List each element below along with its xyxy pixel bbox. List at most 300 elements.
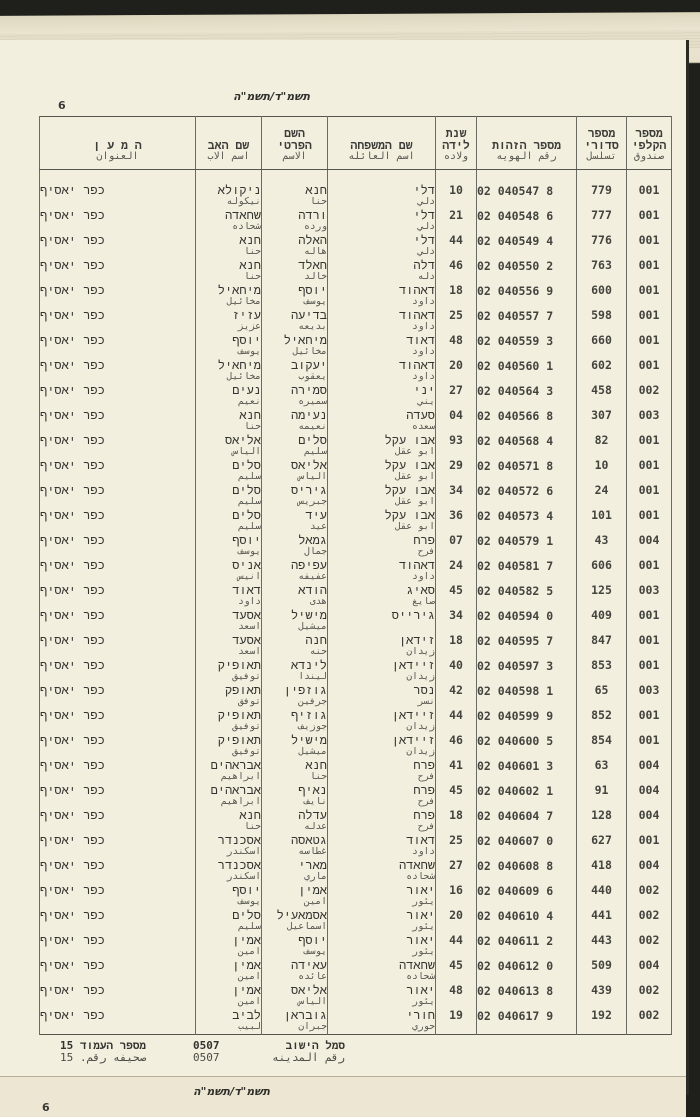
cell-serial: 600 [577, 284, 627, 309]
cell-first-name [262, 259, 328, 284]
cell-father-name-arabic: اسعد [238, 621, 261, 632]
cell-father-name-hebrew: אסעד [232, 608, 261, 622]
cell-serial: 509 [577, 959, 627, 984]
table-row [40, 1009, 672, 1034]
cell-family-name [328, 634, 436, 659]
cell-first-name [262, 684, 328, 709]
cell-box: 004 [627, 534, 672, 559]
next-page-edge [0, 1076, 686, 1117]
cell-first-name [262, 459, 328, 484]
cell-father-name [196, 509, 262, 534]
cell-father-name-hebrew: אסכנדר [217, 833, 261, 847]
cell-father-name-hebrew: נעים [232, 383, 261, 397]
cell-family-name [328, 359, 436, 384]
cell-address-text: כפר יאסיף [40, 683, 105, 697]
table-row [40, 234, 672, 259]
cell-address [40, 384, 196, 409]
cell-first-name-hebrew: האלה [298, 233, 327, 247]
cell-birth-year: 19 [436, 1009, 477, 1034]
cell-family-name-hebrew: יאור [406, 983, 435, 997]
cell-address [40, 709, 196, 734]
footer-page-label-ar: صحيفه رقم. [80, 1051, 147, 1064]
cell-father-name-arabic: امين [238, 946, 261, 957]
cell-first-name-arabic: نعيمه [298, 421, 327, 432]
table-row [40, 609, 672, 634]
cell-father-name-arabic: مخائيل [226, 296, 261, 307]
cell-address-text: כפר יאסיף [40, 633, 105, 647]
cell-address [40, 409, 196, 434]
cell-family-name [328, 859, 436, 884]
cell-first-name [262, 509, 328, 534]
cell-first-name-arabic: غطاسه [298, 846, 327, 857]
cell-family-name [328, 709, 436, 734]
cell-id-number: 02 040602 1 [477, 784, 577, 809]
cell-birth-year: 20 [436, 909, 477, 934]
cell-serial: 63 [577, 759, 627, 784]
cell-address-text: כפר יאסיף [40, 233, 105, 247]
footer-page-label: מספר העמוד [80, 1039, 147, 1052]
footer-row-arabic [60, 1051, 480, 1065]
cell-birth-year: 10 [436, 184, 477, 209]
cell-first-name [262, 859, 328, 884]
footer-locality-code-ar: 0507 [193, 1051, 220, 1064]
cell-father-name-arabic: حنا [243, 421, 261, 432]
cell-id-number: 02 040612 0 [477, 959, 577, 984]
cell-birth-year: 46 [436, 734, 477, 759]
table-row [40, 309, 672, 334]
cell-family-name-arabic: فرح [417, 546, 435, 557]
cell-first-name-arabic: سليم [304, 446, 327, 457]
cell-father-name-arabic: توفيق [232, 671, 261, 682]
cell-father-name-hebrew: תאופק [224, 683, 261, 697]
cell-father-name [196, 559, 262, 584]
cell-family-name-arabic: دلي [417, 196, 435, 207]
cell-family-name [328, 509, 436, 534]
cell-family-name [328, 834, 436, 859]
cell-first-name [262, 984, 328, 1009]
footer-page-value: 15 [60, 1039, 74, 1052]
cell-father-name [196, 934, 262, 959]
cell-address-text: כפר יאסיף [40, 758, 105, 772]
cell-family-name-hebrew: אבו עקל [384, 483, 435, 497]
cell-first-name-arabic: جرفين [298, 696, 327, 707]
cell-birth-year: 34 [436, 609, 477, 634]
cell-serial: 779 [577, 184, 627, 209]
cell-id-number: 02 040598 1 [477, 684, 577, 709]
cell-address [40, 1009, 196, 1034]
cell-first-name-hebrew: יעקוב [290, 358, 327, 372]
cell-serial: 409 [577, 609, 627, 634]
cell-family-name-arabic: يئور [412, 896, 435, 907]
cell-address [40, 209, 196, 234]
cell-family-name-arabic: نسر [417, 696, 435, 707]
cell-father-name-hebrew: חנא [239, 233, 261, 247]
cell-first-name [262, 1009, 328, 1034]
cell-family-name-arabic: داود [412, 296, 435, 307]
cell-serial: 65 [577, 684, 627, 709]
cell-address [40, 834, 196, 859]
cell-first-name-hebrew: אמין [298, 883, 327, 897]
cell-id-number: 02 040547 8 [477, 184, 577, 209]
cell-address [40, 534, 196, 559]
table-row [40, 284, 672, 309]
cell-first-name-hebrew: חנא [305, 758, 327, 772]
cell-father-name-hebrew: תאופיק [217, 708, 261, 722]
cell-box: 001 [627, 709, 672, 734]
table-row [40, 359, 672, 384]
cell-first-name [262, 334, 328, 359]
cell-first-name [262, 634, 328, 659]
cell-family-name-hebrew: פרח [413, 783, 435, 797]
cell-father-name-hebrew: מיחאיל [217, 358, 261, 372]
cell-family-name [328, 1009, 436, 1034]
cell-family-name-arabic: دلي [417, 221, 435, 232]
cell-father-name [196, 434, 262, 459]
cell-father-name-arabic: انيس [238, 571, 261, 582]
cell-family-name-arabic: يئور [412, 921, 435, 932]
cell-address-text: כפר יאסיף [40, 308, 105, 322]
cell-address-text: כפר יאסיף [40, 658, 105, 672]
cell-id-number: 02 040608 8 [477, 859, 577, 884]
cell-first-name-arabic: نايف [304, 796, 327, 807]
cell-family-name-arabic: ابو عقل [394, 471, 435, 482]
cell-birth-year: 48 [436, 984, 477, 1009]
cell-family-name [328, 584, 436, 609]
cell-first-name-hebrew: בדיעה [290, 308, 327, 322]
cell-first-name-arabic: بديعه [298, 321, 327, 332]
cell-father-name [196, 234, 262, 259]
cell-family-name-hebrew: דאהוד [398, 558, 435, 572]
cell-family-name-arabic: شحاده [406, 871, 435, 882]
cell-first-name [262, 809, 328, 834]
cell-family-name-hebrew: פרח [413, 758, 435, 772]
cell-serial: 776 [577, 234, 627, 259]
cell-first-name [262, 234, 328, 259]
cell-address [40, 759, 196, 784]
cell-address [40, 734, 196, 759]
page-footer [60, 1039, 480, 1071]
running-head: תשמ"ד/תשמ"ה [233, 90, 310, 103]
cell-family-name-arabic: داود [412, 571, 435, 582]
cell-father-name-hebrew: אניס [232, 558, 261, 572]
cell-first-name [262, 209, 328, 234]
cell-birth-year: 29 [436, 459, 477, 484]
col-header-serial: מספר סדורי تسلسل [577, 117, 627, 170]
table-tail-row [40, 1034, 672, 1035]
cell-father-name-arabic: لبيب [238, 1021, 261, 1032]
table-row [40, 834, 672, 859]
cell-father-name-arabic: حنا [243, 271, 261, 282]
cell-box: 003 [627, 584, 672, 609]
cell-box: 001 [627, 359, 672, 384]
cell-address-text: כפר יאסיף [40, 733, 105, 747]
cell-family-name-arabic: سعده [412, 421, 435, 432]
table-row [40, 459, 672, 484]
cell-box: 003 [627, 684, 672, 709]
table-body [40, 170, 672, 1035]
cell-first-name-arabic: حنا [309, 196, 327, 207]
cell-address-text: כפר יאסיף [40, 583, 105, 597]
cell-address-text: כפר יאסיף [40, 883, 105, 897]
cell-father-name [196, 359, 262, 384]
cell-first-name-arabic: يوسف [304, 946, 327, 957]
cell-birth-year: 44 [436, 234, 477, 259]
table-row [40, 334, 672, 359]
cell-serial: 418 [577, 859, 627, 884]
cell-father-name [196, 409, 262, 434]
cell-family-name-arabic: زيدان [406, 671, 435, 682]
cell-first-name-hebrew: יוסף [298, 283, 327, 297]
cell-father-name [196, 859, 262, 884]
cell-address [40, 484, 196, 509]
table-row [40, 409, 672, 434]
cell-first-name-arabic: يوسف [304, 296, 327, 307]
cell-id-number: 02 040582 5 [477, 584, 577, 609]
cell-serial: 128 [577, 809, 627, 834]
cell-family-name [328, 934, 436, 959]
cell-family-name-hebrew: זיידאן [391, 733, 435, 747]
cell-first-name-hebrew: חנה [305, 633, 327, 647]
cell-first-name-arabic: ميشيل [298, 621, 327, 632]
footer-locality-code: 0507 [193, 1039, 220, 1052]
cell-address-text: כפר יאסיף [40, 358, 105, 372]
cell-id-number: 02 040617 9 [477, 1009, 577, 1034]
cell-family-name-hebrew: זידאן [398, 633, 435, 647]
cell-address-text: כפר יאסיף [40, 458, 105, 472]
cell-father-name-hebrew: אמין [232, 958, 261, 972]
cell-father-name-arabic: حنا [243, 821, 261, 832]
cell-first-name-hebrew: סלים [298, 433, 327, 447]
cell-first-name-arabic: هاله [304, 246, 327, 257]
cell-address [40, 784, 196, 809]
table-row [40, 659, 672, 684]
cell-family-name-arabic: دله [417, 271, 435, 282]
cell-family-name [328, 959, 436, 984]
cell-serial: 853 [577, 659, 627, 684]
cell-serial: 82 [577, 434, 627, 459]
cell-father-name-hebrew: תאופיק [217, 658, 261, 672]
cell-first-name-arabic: عيد [309, 521, 327, 532]
cell-address [40, 284, 196, 309]
cell-father-name-arabic: حنا [243, 246, 261, 257]
cell-serial: 777 [577, 209, 627, 234]
cell-address-text: כפר יאסיף [40, 258, 105, 272]
cell-family-name-hebrew: דאוד [406, 833, 435, 847]
cell-first-name-hebrew: מישיל [290, 608, 327, 622]
table-row [40, 259, 672, 284]
cell-birth-year: 25 [436, 834, 477, 859]
cell-father-name [196, 609, 262, 634]
cell-box: 002 [627, 1009, 672, 1034]
cell-first-name-arabic: سميره [298, 396, 327, 407]
cell-first-name-hebrew: יוסף [298, 933, 327, 947]
cell-father-name-hebrew: עזיז [232, 308, 261, 322]
cell-address [40, 809, 196, 834]
cell-id-number: 02 040613 8 [477, 984, 577, 1009]
cell-serial: 854 [577, 734, 627, 759]
table-row [40, 634, 672, 659]
cell-first-name-arabic: ورده [304, 221, 327, 232]
cell-birth-year: 44 [436, 934, 477, 959]
cell-family-name [328, 984, 436, 1009]
next-page-running-head: תשמ"ד/תשמ"ה [193, 1085, 270, 1098]
cell-first-name-hebrew: גיריס [290, 483, 327, 497]
cell-birth-year: 44 [436, 709, 477, 734]
cell-family-name-arabic: يني [417, 396, 435, 407]
cell-id-number: 02 040611 2 [477, 934, 577, 959]
cell-family-name [328, 209, 436, 234]
cell-family-name-hebrew: דאהוד [398, 358, 435, 372]
cell-address [40, 634, 196, 659]
cell-id-number: 02 040600 5 [477, 734, 577, 759]
cell-first-name [262, 484, 328, 509]
cell-serial: 852 [577, 709, 627, 734]
cell-address [40, 334, 196, 359]
cell-family-name-arabic: حوري [412, 1021, 435, 1032]
cell-family-name [328, 459, 436, 484]
cell-first-name-arabic: الياس [298, 996, 327, 1007]
table-row [40, 184, 672, 209]
table-row [40, 709, 672, 734]
cell-id-number: 02 040607 0 [477, 834, 577, 859]
col-header-box: מספר הקלפי صندوق [627, 117, 672, 170]
col-header-father-name: שם האב اسم الاب [196, 117, 262, 170]
cell-father-name [196, 809, 262, 834]
cell-father-name [196, 634, 262, 659]
cell-first-name-arabic: جوزيف [298, 721, 327, 732]
cell-address-text: כפר יאסיף [40, 508, 105, 522]
cell-father-name-hebrew: לביב [232, 1008, 261, 1022]
cell-family-name-hebrew: דלה [413, 258, 435, 272]
cell-family-name-arabic: شحاده [406, 971, 435, 982]
cell-birth-year: 45 [436, 959, 477, 984]
cell-father-name-hebrew: אבראהים [210, 783, 261, 797]
cell-first-name [262, 709, 328, 734]
cell-father-name [196, 834, 262, 859]
table-row [40, 909, 672, 934]
cell-first-name [262, 409, 328, 434]
cell-id-number: 02 040573 4 [477, 509, 577, 534]
cell-address [40, 859, 196, 884]
cell-father-name [196, 884, 262, 909]
table-row [40, 509, 672, 534]
cell-birth-year: 46 [436, 259, 477, 284]
cell-address [40, 959, 196, 984]
cell-box: 002 [627, 984, 672, 1009]
cell-family-name-arabic: صايغ [412, 596, 435, 607]
cell-id-number: 02 040549 4 [477, 234, 577, 259]
cell-box: 001 [627, 334, 672, 359]
cell-family-name [328, 884, 436, 909]
col-header-first-name: השם הפרטי الاسم [262, 117, 328, 170]
col-header-id-number: מספר הזהות رقم الهويه [477, 117, 577, 170]
cell-family-name-arabic: زيدان [406, 646, 435, 657]
cell-birth-year: 34 [436, 484, 477, 509]
cell-serial: 602 [577, 359, 627, 384]
cell-father-name-hebrew: חנא [239, 408, 261, 422]
cell-family-name [328, 309, 436, 334]
cell-family-name [328, 234, 436, 259]
cell-address-text: כפר יאסיף [40, 858, 105, 872]
cell-family-name [328, 684, 436, 709]
cell-first-name-hebrew: מארי [298, 858, 327, 872]
table-row [40, 784, 672, 809]
cell-father-name [196, 384, 262, 409]
cell-serial: 10 [577, 459, 627, 484]
cell-father-name [196, 484, 262, 509]
cell-first-name [262, 559, 328, 584]
cell-father-name-arabic: يوسف [238, 546, 261, 557]
cell-first-name-hebrew: נאיף [298, 783, 327, 797]
cell-father-name [196, 909, 262, 934]
cell-family-name-hebrew: זיידאן [391, 658, 435, 672]
cell-first-name-arabic: ماري [304, 871, 327, 882]
cell-family-name-hebrew: אבו עקל [384, 508, 435, 522]
cell-serial: 627 [577, 834, 627, 859]
cell-father-name-hebrew: אמין [232, 933, 261, 947]
cell-father-name-arabic: اسكندر [226, 871, 261, 882]
cell-father-name-arabic: نيكوله [226, 196, 261, 207]
cell-father-name [196, 959, 262, 984]
cell-family-name-hebrew: יאור [406, 908, 435, 922]
cell-birth-year: 18 [436, 284, 477, 309]
cell-id-number: 02 040572 6 [477, 484, 577, 509]
cell-first-name [262, 909, 328, 934]
cell-father-name-arabic: نعيم [238, 396, 261, 407]
cell-serial: 847 [577, 634, 627, 659]
cell-father-name-hebrew: חנא [239, 808, 261, 822]
cell-father-name-arabic: ابراهيم [220, 796, 261, 807]
cell-father-name [196, 284, 262, 309]
cell-father-name-arabic: داود [238, 596, 261, 607]
cell-first-name-hebrew: לינדא [290, 658, 327, 672]
cell-first-name [262, 734, 328, 759]
cell-birth-year: 20 [436, 359, 477, 384]
cell-family-name-hebrew: סאיג [406, 583, 435, 597]
cell-first-name-hebrew: גוזפין [283, 683, 327, 697]
cell-id-number: 02 040610 4 [477, 909, 577, 934]
cell-first-name-arabic: الياس [298, 471, 327, 482]
cell-family-name-hebrew: יאור [406, 883, 435, 897]
cell-first-name-arabic: حنه [309, 646, 327, 657]
cell-family-name-arabic: ابو عقل [394, 521, 435, 532]
cell-address [40, 559, 196, 584]
cell-father-name-arabic: اسعد [238, 646, 261, 657]
cell-serial: 125 [577, 584, 627, 609]
table-row [40, 434, 672, 459]
cell-first-name-hebrew: הודא [298, 583, 327, 597]
cell-id-number: 02 040594 0 [477, 609, 577, 634]
cell-family-name [328, 409, 436, 434]
cell-box: 002 [627, 934, 672, 959]
cell-family-name [328, 609, 436, 634]
cell-family-name-arabic: ابو عقل [394, 446, 435, 457]
cell-id-number: 02 040568 4 [477, 434, 577, 459]
cell-first-name [262, 609, 328, 634]
cell-first-name [262, 309, 328, 334]
cell-first-name-hebrew: אליאס [290, 458, 327, 472]
cell-family-name [328, 334, 436, 359]
cell-address-text: כפר יאסיף [40, 208, 105, 222]
cell-address-text: כפר יאסיף [40, 383, 105, 397]
cell-father-name [196, 184, 262, 209]
table-row [40, 484, 672, 509]
cell-family-name-hebrew: אבו עקל [384, 433, 435, 447]
cell-first-name-hebrew: ורדה [298, 208, 327, 222]
cell-father-name [196, 784, 262, 809]
cell-serial: 441 [577, 909, 627, 934]
table-row [40, 884, 672, 909]
